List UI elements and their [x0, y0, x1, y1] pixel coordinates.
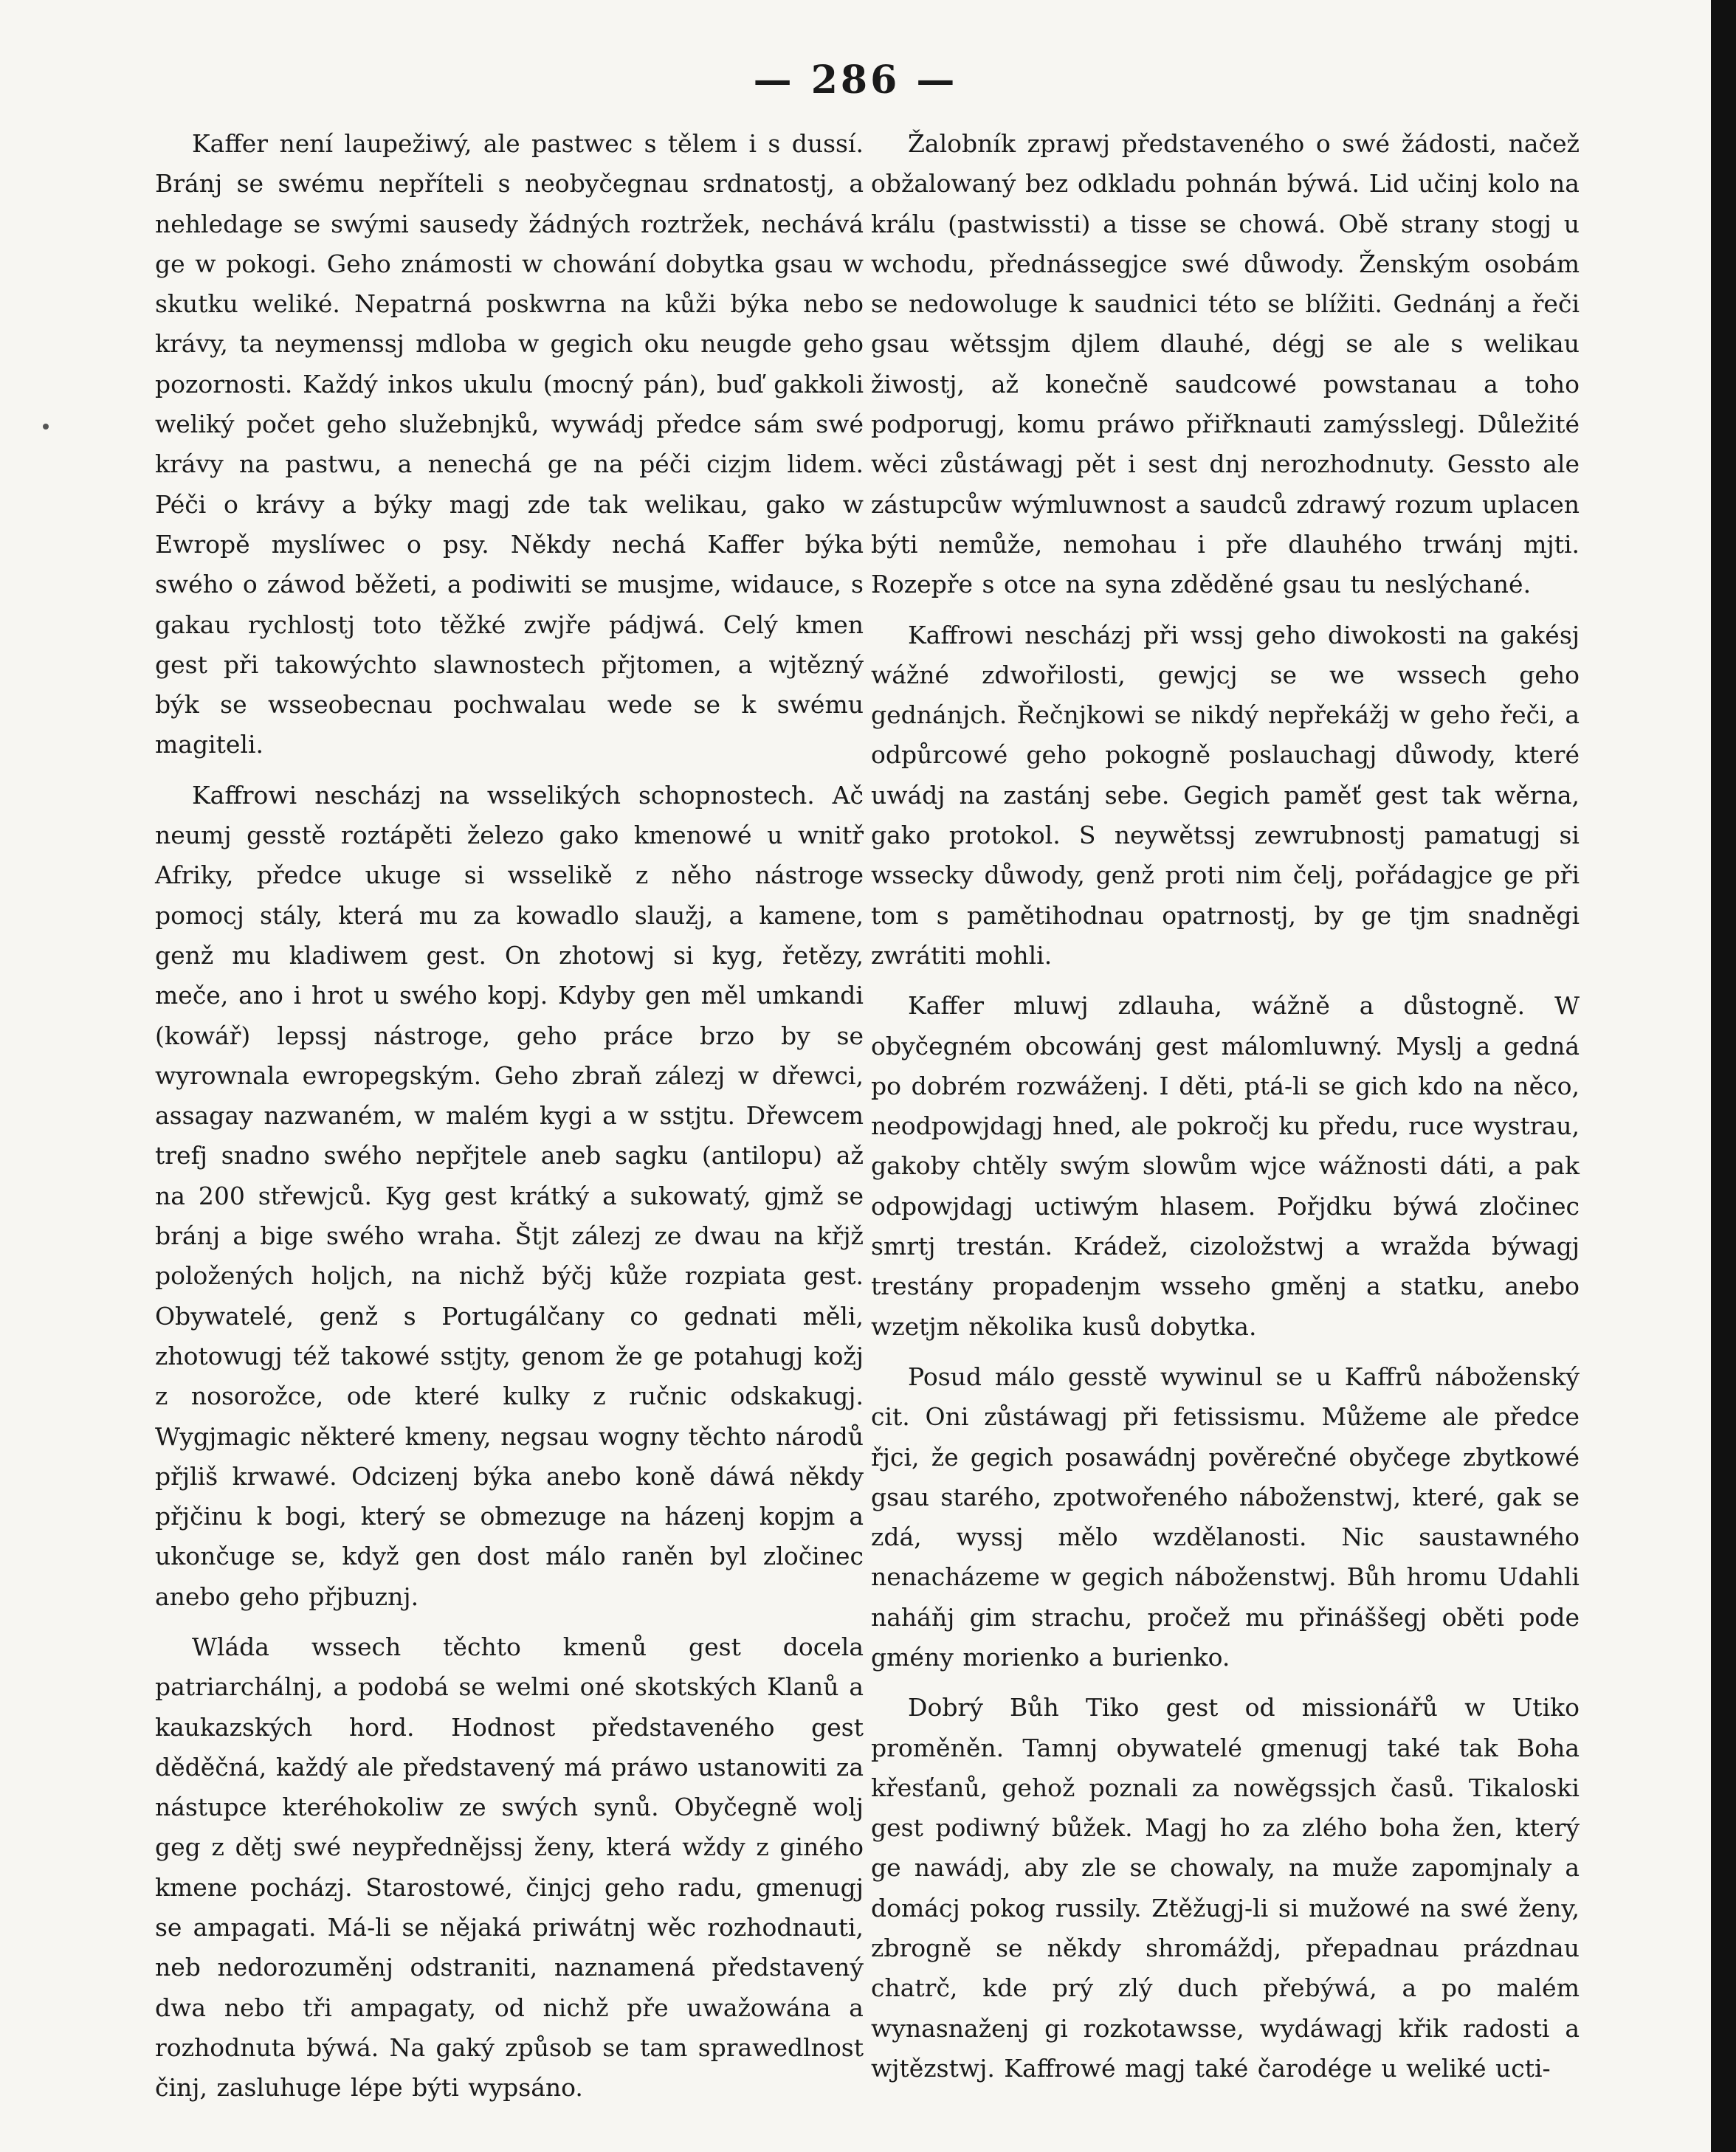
paragraph: Kaffrowi nescházj při wssj geho diwokosti na gakésj wážné zdwořilosti, gewjcj se we wssech geho gednánjch. Řečnjkowi se nikdý nepřekážj w geho řeči, a odpůrcowé geho pokogně poslauchagj důwody, které uwádj na zastánj sebe. Gegich paměť gest tak wěrna, gako protokol. S neywětssj zewrubnostj pamatugj si wssecky důwody, genž proti nim čelj, pořádagjce ge při tom s pamětihodnau opatrnostj, by ge tjm snadněgi zwrátiti mohli.	[871, 620, 1580, 970]
paragraph: Wláda wssech těchto kmenů gest docela patriarchálnj, a podobá se welmi oné skotských Klanů a kaukazských hord. Hodnost představeného gest děděčná, každý ale představený má práwo ustanowiti za nástupce kteréhokoliw ze swých synů. Obyčegně wolj geg z dětj swé neypřednějssj ženy, která wždy z giného kmene pocházj. Starostowé, činjcj geho radu, gmenugj se ampagati. Má-li se nějaká priwátnj wěc rozhodnauti, neb nedorozuměnj odstraniti, naznamená představený dwa nebo tři ampagaty, od nichž pře uwažowána a rozhodnuta býwá. Na gaký způsob se tam sprawedlnost činj, zasluhuge lépe býti wypsáno.	[155, 1632, 864, 2103]
paragraph: Dobrý Bůh Tiko gest od missionářů w Utiko proměněn. Tamnj obywatelé gmenugj také tak Boha křesťanů, gehož poznali za nowěgssjch časů. Tikaloski gest podiwný bůžek. Magj ho za zlého boha žen, který ge nawádj, aby zle se chowaly, na muže zapomjnaly a domácj pokog russily. Ztěžugj-li si mužowé na swé ženy, zbrogně se někdy shromáždj, přepadnau prázdnau chatrč, kde prý zlý duch přebýwá, a po malém wynasnaženj gi rozkotawsse, wydáwagj křik radosti a wjtězstwj. Kaffrowé magj také čarodége u weliké ucti-	[871, 1693, 1580, 2083]
right-column	[871, 124, 1580, 2099]
margin-speck	[43, 424, 49, 430]
page-number: — 286 —	[753, 58, 958, 103]
paragraph: Kaffrowi nescházj na wsselikých schopnostech. Ač neumj gesstě roztápěti železo gako kmenowé u wnitř Afriky, předce ukuge si wsselikě z něho nástroge pomocj stály, která mu za kowadlo slaužj, a kamene, genž mu kladiwem gest. On zhotowj si kyg, řetězy, meče, ano i hrot u swého kopj. Kdyby gen měl umkandi (kowář) lepssj nástroge, geho práce brzo by se wyrownala ewropegským. Geho zbraň zálezj w dřewci, assagay nazwaném, w malém kygi a w sstjtu. Dřewcem trefj snadno swého nepřjtele aneb sagku (antilopu) až na 200 střewjců. Kyg gest krátký a sukowatý, gjmž se bránj a bige swého wraha. Štjt zálezj ze dwau na křjž položených holjch, na nichž býčj kůže rozpiata gest. Obywatelé, genž s Portugálčany co gednati měli, zhotowugj též takowé sstjty, genom že ge potahugj kožj z nosorožce, ode které kulky z ručnic odskakugj. Wygjmagic některé kmeny, negsau wogny těchto národů přjliš krwawé. Odcizenj býka anebo koně dáwá někdy přjčinu k bogi, který se obmezuge na házenj kopjm a ukončuge se, když gen dost málo raněn byl zločinec anebo geho přjbuznj.	[155, 780, 864, 1611]
paragraph: Kaffer není laupežiwý, ale pastwec s tělem i s dussí. Bránj se swému nepříteli s neobyčegnau srdnatostj, a nehledage se swými sausedy žádných roztržek, nechává ge w pokogi. Geho známosti w chowání dobytka gsau w skutku weliké. Nepatrná poskwrna na kůži býka nebo krávy, ta neymenssj mdloba w gegich oku neugde geho pozornosti. Každý inkos ukulu (mocný pán), buď gakkoli weliký počet geho služebnjků, wywádj předce sám swé krávy na pastwu, a nenechá ge na péči cizjm lidem. Péči o krávy a býky magj zde tak welikau, gako w Ewropě myslíwec o psy. Někdy nechá Kaffer býka swého o záwod běžeti, a podiwiti se musjme, widauce, s gakau rychlostj toto těžké zwjře pádjwá. Celý kmen gest při takowýchto slawnostech přjtomen, a wjtězný býk se wsseobecnau pochwalau wede se k swému magiteli.	[155, 129, 864, 759]
paragraph: Posud málo gesstě wywinul se u Kaffrů náboženský cit. Oni zůstáwagj při fetissismu. Můžeme ale předce řjci, že gegich posawádnj pověrečné obyčege zbytkowé gsau starého, zpotwořeného náboženstwj, které, gak se zdá, wyssj mělo wzdělanosti. Nic saustawného nenacházeme w gegich náboženstwj. Bůh hromu Udahli naháňj gim strachu, pročež mu přináššegj oběti pode gmény morienko a burienko.	[871, 1362, 1580, 1672]
left-column	[155, 124, 864, 2119]
paragraph: Kaffer mluwj zdlauha, wážně a důstogně. W obyčegném obcowánj gest málomluwný. Myslj a gedná po dobrém rozwáženj. I děti, ptá-li se gich kdo na něco, neodpowjdagj hned, ale pokročj ku předu, ruce wystrau, gakoby chtěly swým slowům wjce wážnosti dáti, a pak odpowjdagj uctiwým hlasem. Pořjdku býwá zločinec smrtj trestán. Krádež, cizoložstwj a wražda býwagj trestány propadenjm wsseho gměnj a statku, anebo wzetjm několika kusů dobytka.	[871, 991, 1580, 1341]
paragraph: Žalobník zprawj představeného o swé žádosti, načež obžalowaný bez odkladu pohnán býwá. Lid učinj kolo na králu (pastwissti) a tisse se chowá. Obě strany stogj u wchodu, přednássegjce swé důwody. Ženským osobám se nedowoluge k saudnici této se blížiti. Gednánj a řeči gsau wětssjm djlem dlauhé, dégj se ale s welikau žiwostj, až konečně saudcowé powstanau a toho podporugj, komu práwo přiřknauti zamýsslegj. Důležité wěci zůstáwagj pět i sest dnj nerozhodnuty. Gessto ale zástupcůw wýmluwnost a saudců zdrawý rozum uplacen býti nemůže, nemohau i pře dlauhého trwánj mjti. Rozepře s otce na syna zděděné gsau tu neslýchané.	[871, 129, 1580, 599]
